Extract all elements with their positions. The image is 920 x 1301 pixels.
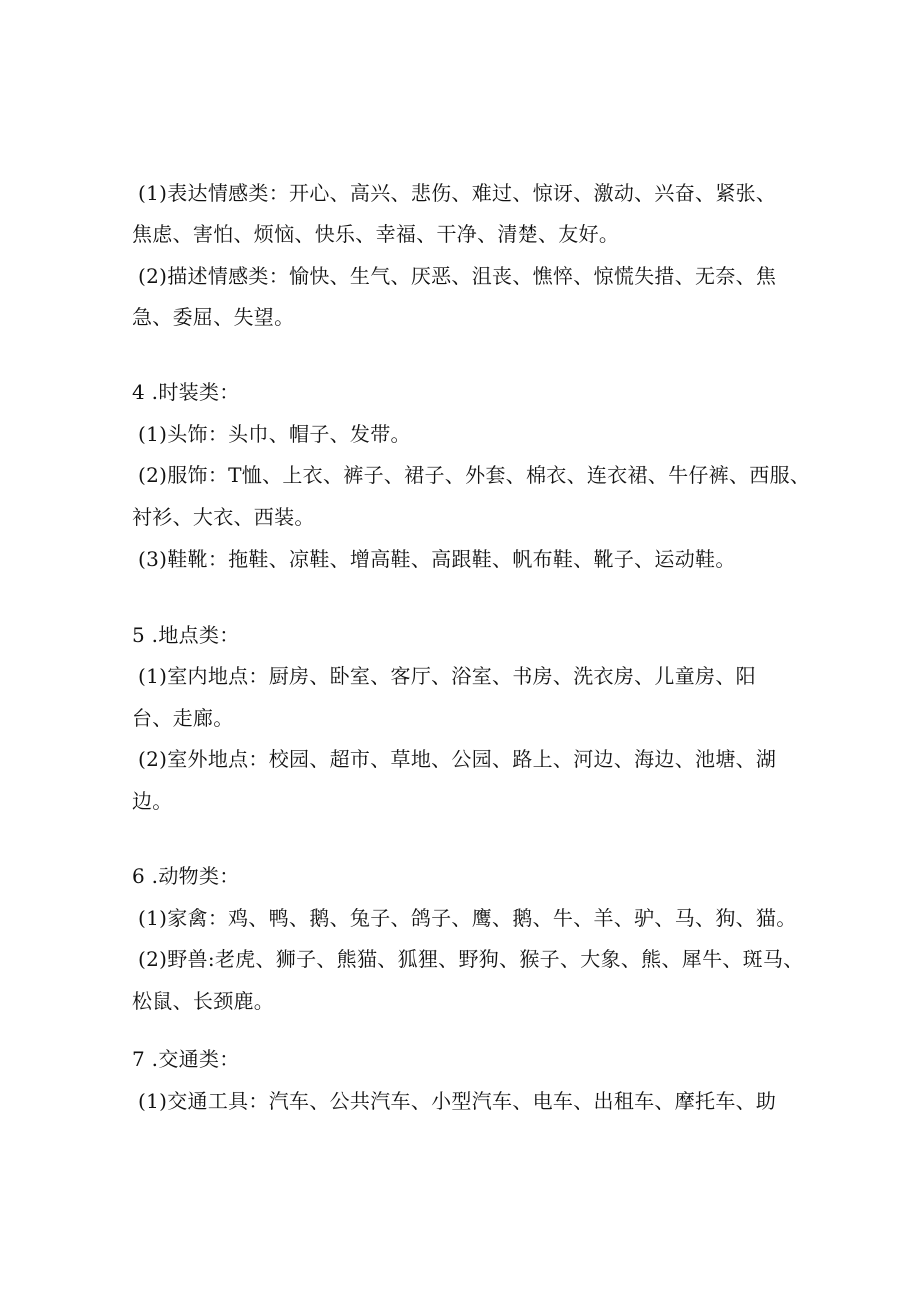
section-heading: 5 .地点类： bbox=[132, 623, 240, 647]
text-line: (2)服饰：T恤、上衣、裤子、裙子、外套、棉衣、连衣裙、牛仔裤、西服、 bbox=[138, 463, 811, 487]
text-line: (1)表达情感类：开心、高兴、悲伤、难过、惊讶、激动、兴奋、紧张、 bbox=[138, 181, 777, 205]
text-line: 急、委屈、失望。 bbox=[132, 305, 295, 329]
text-line: (2)描述情感类：愉快、生气、厌恶、沮丧、憔悴、惊慌失措、无奈、焦 bbox=[138, 264, 777, 288]
text-line: 台、走廊。 bbox=[132, 706, 234, 730]
text-line: 边。 bbox=[132, 789, 173, 813]
text-line: 衬衫、大衣、西装。 bbox=[132, 505, 315, 529]
text-line: (3)鞋靴：拖鞋、凉鞋、增高鞋、高跟鞋、帆布鞋、靴子、运动鞋。 bbox=[138, 547, 736, 571]
text-line: 焦虑、害怕、烦恼、快乐、幸福、干净、清楚、友好。 bbox=[132, 222, 620, 246]
section-heading: 7 .交通类： bbox=[132, 1047, 240, 1071]
section-heading: 4 .时装类： bbox=[132, 380, 240, 404]
text-line: (1)交通工具：汽车、公共汽车、小型汽车、电车、出租车、摩托车、助 bbox=[138, 1089, 777, 1113]
text-line: (1)室内地点：厨房、卧室、客厅、浴室、书房、洗衣房、儿童房、阳 bbox=[138, 664, 756, 688]
text-line: (1)头饰：头巾、帽子、发带。 bbox=[138, 422, 411, 446]
section-heading: 6 .动物类： bbox=[132, 864, 240, 888]
text-line: 松鼠、长颈鹿。 bbox=[132, 989, 275, 1013]
text-line: (2)室外地点：校园、超市、草地、公园、路上、河边、海边、池塘、湖 bbox=[138, 747, 777, 771]
text-line: (2)野兽:老虎、狮子、熊猫、狐狸、野狗、猴子、大象、熊、犀牛、斑马、 bbox=[138, 947, 804, 971]
text-line: (1)家禽：鸡、鸭、鹅、兔子、鸽子、鹰、鹅、牛、羊、驴、马、狗、猫。 bbox=[138, 906, 797, 930]
